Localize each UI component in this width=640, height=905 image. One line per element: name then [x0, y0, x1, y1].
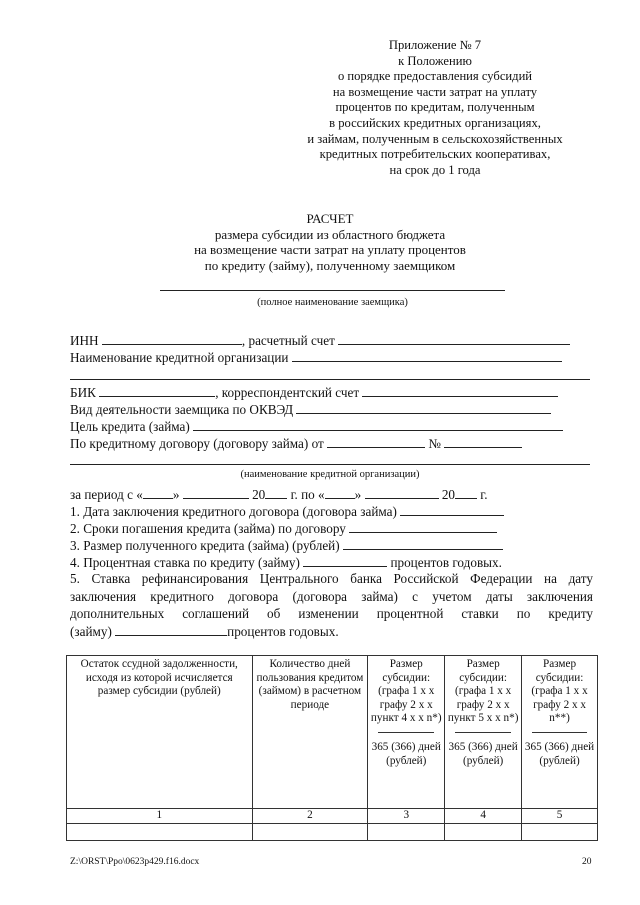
col-4-denominator: 365 (366) дней (рублей): [448, 740, 518, 767]
quote-close: »: [354, 487, 362, 502]
bank-name-field[interactable]: [292, 349, 562, 362]
appendix-line: Приложение № 7: [388, 38, 482, 52]
period-to-label: г. по «: [290, 487, 325, 502]
col-4-header: [445, 656, 522, 809]
borrower-caption: (полное наименование заемщика): [257, 297, 408, 308]
period-from-day[interactable]: [143, 486, 173, 499]
period-row: [70, 486, 488, 502]
table-cell[interactable]: [252, 823, 368, 840]
item-5: [70, 570, 593, 640]
title-line: на возмещение части затрат на уплату процентов: [194, 242, 466, 258]
title-line: по кредиту (займу), полученному заемщиком: [204, 257, 456, 273]
period-to-year[interactable]: [455, 486, 477, 499]
item-2-field[interactable]: [349, 520, 497, 533]
year-prefix: 20: [441, 487, 455, 502]
col-number: 5: [522, 809, 598, 824]
appendix-line: о порядке предоставления субсидий: [337, 69, 533, 84]
bik-label: БИК: [70, 385, 96, 400]
item-1: [70, 503, 504, 519]
col-3-header: [368, 656, 445, 809]
table-row: [67, 823, 598, 840]
bank-name-row: [70, 349, 562, 365]
item-4: [70, 554, 502, 570]
inn-label: ИНН: [70, 333, 99, 348]
bank-name-continuation-line[interactable]: [70, 379, 590, 380]
table-cell[interactable]: [445, 823, 522, 840]
purpose-field[interactable]: [193, 418, 563, 431]
bank-name-label: Наименование кредитной организации: [70, 350, 289, 365]
item-2-label: 2. Сроки погашения кредита (займа) по договору: [70, 521, 346, 536]
col-number: 1: [67, 809, 253, 824]
bik-row: [70, 384, 558, 400]
appendix-line: процентов по кредитам, полученным: [335, 100, 535, 115]
bank-caption: (наименование кредитной организации): [240, 469, 420, 480]
item-5-last-line: [70, 623, 593, 641]
item-4-suffix: процентов годовых.: [390, 555, 502, 570]
account-field[interactable]: [338, 332, 570, 345]
fraction-bar: [455, 732, 511, 733]
item-5-suffix: процентов годовых.: [227, 623, 339, 639]
item-3-label: 3. Размер полученного кредита (займа) (рублей): [70, 538, 340, 553]
account-label: , расчетный счет: [241, 333, 335, 348]
fraction-bar: [378, 732, 434, 733]
inn-field[interactable]: [102, 332, 242, 345]
quote-close: »: [172, 487, 180, 502]
table-number-row: [67, 809, 598, 824]
page-number: 20: [582, 857, 592, 867]
purpose-row: [70, 418, 563, 434]
period-from-label: за период с «: [70, 487, 143, 502]
document-title: [100, 211, 560, 273]
borrower-name-line[interactable]: [160, 290, 505, 291]
table-cell[interactable]: [368, 823, 445, 840]
corr-account-field[interactable]: [362, 384, 558, 397]
okved-field[interactable]: [296, 401, 551, 414]
period-from-month[interactable]: [183, 486, 249, 499]
item-4-label: 4. Процентная ставка по кредиту (займу): [70, 555, 300, 570]
title-line: размера субсидии из областного бюджета: [214, 226, 446, 242]
col-number: 3: [368, 809, 445, 824]
item-4-field[interactable]: [303, 554, 387, 567]
item-5-line: дополнительных соглашений об изменении процентной ставки по кредиту: [70, 606, 593, 621]
col-4-numerator: Размер субсидии: (графа 1 x x графу 2 x x пункт 5 x x n*): [447, 658, 519, 725]
title-heading: РАСЧЕТ: [306, 211, 354, 226]
appendix-line: к Положению: [398, 53, 472, 68]
col-2-header: Количество дней пользования кредитом (займом) в расчетном периоде: [252, 656, 368, 809]
col-number: 2: [252, 809, 368, 824]
appendix-header: [270, 38, 600, 178]
item-5-line: 5. Ставка рефинансирования Центрального банка Российской Федерации на дату: [70, 571, 593, 586]
number-sign: №: [428, 436, 441, 451]
agreement-date-field[interactable]: [327, 435, 425, 448]
fraction-bar: [532, 732, 587, 733]
appendix-line: и займам, полученным в сельскохозяйственных: [307, 131, 563, 146]
purpose-label: Цель кредита (займа): [70, 419, 190, 434]
item-1-label: 1. Дата заключения кредитного договора (договора займа): [70, 504, 397, 519]
col-3-denominator: 365 (366) дней (рублей): [371, 740, 441, 767]
agreement-row: [70, 435, 522, 451]
item-5-line: заключения кредитного договора (договора займа) с учетом даты заключения: [70, 588, 593, 604]
bank-name-line-2[interactable]: [70, 464, 590, 465]
item-2: [70, 520, 497, 536]
item-3: [70, 537, 503, 553]
item-3-field[interactable]: [343, 537, 503, 550]
table-cell[interactable]: [67, 823, 253, 840]
year-end-label: г.: [480, 487, 488, 502]
item-5-field[interactable]: [115, 623, 227, 636]
table-header-row: [67, 656, 598, 809]
period-from-year[interactable]: [265, 486, 287, 499]
file-path: Z:\ORST\Ppo\0623p429.f16.docx: [70, 857, 200, 867]
col-3-numerator: Размер субсидии: (графа 1 x x графу 2 x x пункт 4 x x n*): [370, 658, 442, 725]
item-1-field[interactable]: [400, 503, 504, 516]
col-5-denominator: 365 (366) дней (рублей): [524, 740, 595, 767]
year-prefix: 20: [252, 487, 266, 502]
col-5-numerator: Размер субсидии: (графа 1 x x графу 2 x x n**): [531, 658, 588, 725]
table-cell[interactable]: [522, 823, 598, 840]
agreement-label: По кредитному договору (договору займа) от: [70, 436, 324, 451]
col-number: 4: [445, 809, 522, 824]
item-5-prefix: (займу): [70, 623, 112, 639]
bik-field[interactable]: [99, 384, 215, 397]
corr-account-label: , корреспондентский счет: [215, 385, 360, 400]
col-5-header: [522, 656, 598, 809]
appendix-line: кредитных потребительских кооперативах,: [319, 147, 551, 162]
appendix-line: на возмещение части затрат на уплату: [332, 84, 538, 99]
period-to-day[interactable]: [325, 486, 355, 499]
okved-label: Вид деятельности заемщика по ОКВЭД: [70, 402, 294, 417]
agreement-number-field[interactable]: [444, 435, 522, 448]
subsidy-table: [66, 655, 598, 841]
appendix-line: в российских кредитных организациях,: [329, 115, 541, 130]
okved-row: [70, 401, 551, 417]
col-1-header: Остаток ссудной задолженности, исходя из которой исчисляется размер субсидии (рублей): [67, 656, 253, 809]
appendix-line: на срок до 1 года: [389, 162, 481, 177]
inn-row: [70, 332, 570, 348]
period-to-month[interactable]: [365, 486, 439, 499]
